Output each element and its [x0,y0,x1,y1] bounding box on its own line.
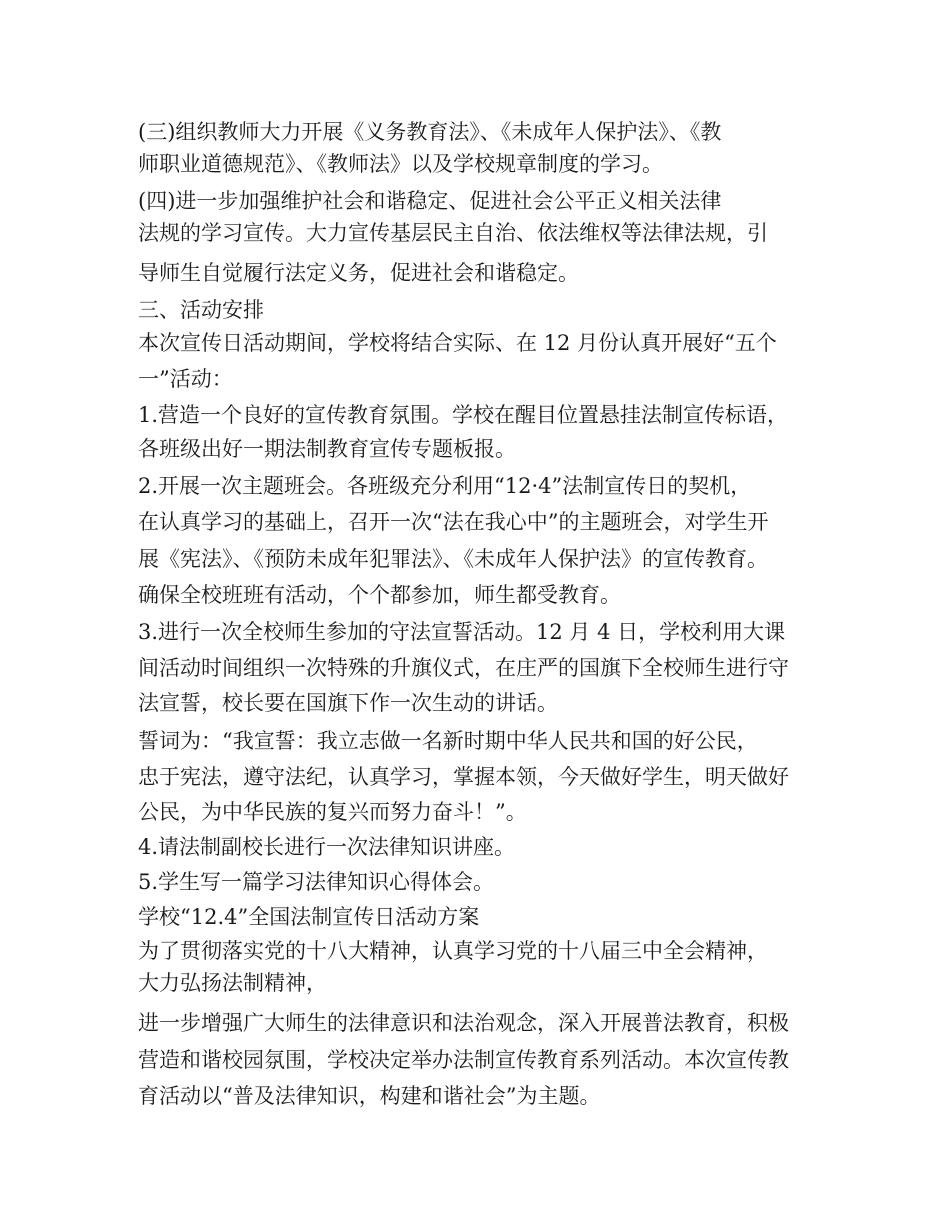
text-line: 各班级出好一期法制教育宣传专题板报。 [138,437,516,461]
text-line: 进一步增强广大师生的法律意识和法治观念，深入开展普法教育，积极 [138,1011,789,1035]
text-line: 师职业道德规范》、《教师法》以及学校规章制度的学习。 [138,152,663,176]
text-line: (三)组织教师大力开展《义务教育法》、《未成年人保护法》、《教 [138,120,722,144]
text-line: 三、活动安排 [138,298,264,322]
text-line: 营造和谐校园氛围，学校决定举办法制宣传教育系列活动。本次宣传教 [138,1048,789,1072]
text-line: 间活动时间组织一次特殊的升旗仪式，在庄严的国旗下全校师生进行守 [138,656,789,680]
text-line: 法宣誓，校长要在国旗下作一次生动的讲话。 [138,691,558,715]
text-line: 3.进行一次全校师生参加的守法宣誓活动。12 月 4 日，学校利用大课 [138,620,786,644]
text-line: 一”活动： [138,367,233,391]
text-line: 导师生自觉履行法定义务，促进社会和谐稳定。 [138,261,579,285]
text-line: 1.营造一个良好的宣传教育氛围。学校在醒目位置悬挂法制宣传标语， [138,403,789,427]
text-line: 公民，为中华民族的复兴而努力奋斗！”。 [138,800,527,824]
text-line: 学校“12.4”全国法制宣传日活动方案 [138,905,480,929]
text-line: 为了贯彻落实党的十八大精神，认真学习党的十八届三中全会精神， [138,939,768,963]
text-line: 忠于宪法，遵守法纪，认真学习，掌握本领，今天做好学生，明天做好 [138,765,789,789]
text-line: 誓词为：“我宣誓：我立志做一名新时期中华人民共和国的好公民， [138,729,758,753]
text-line: 大力弘扬法制精神， [138,971,327,995]
text-line: 4.请法制副校长进行一次法律知识讲座。 [138,835,516,859]
text-line: 育活动以“普及法律知识，构建和谐社会”为主题。 [138,1084,601,1108]
text-line: 5.学生写一篇学习法律知识心得体会。 [138,870,495,894]
text-line: 在认真学习的基础上，召开一次“法在我心中”的主题班会，对学生开 [138,510,769,534]
text-line: 确保全校班班有活动，个个都参加，师生都受教育。 [138,583,621,607]
text-line: 2.开展一次主题班会。各班级充分利用“12·4”法制宣传日的契机， [138,474,752,498]
text-line: 法规的学习宣传。大力宣传基层民主自治、依法维权等法律法规，引 [138,221,768,245]
text-line: 展《宪法》、《预防未成年犯罪法》、《未成年人保护法》的宣传教育。 [138,547,768,571]
text-line: (四)进一步加强维护社会和谐稳定、促进社会公平正义相关法律 [138,189,722,213]
text-line: 本次宣传日活动期间，学校将结合实际、在 12 月份认真开展好“五个 [138,331,777,355]
